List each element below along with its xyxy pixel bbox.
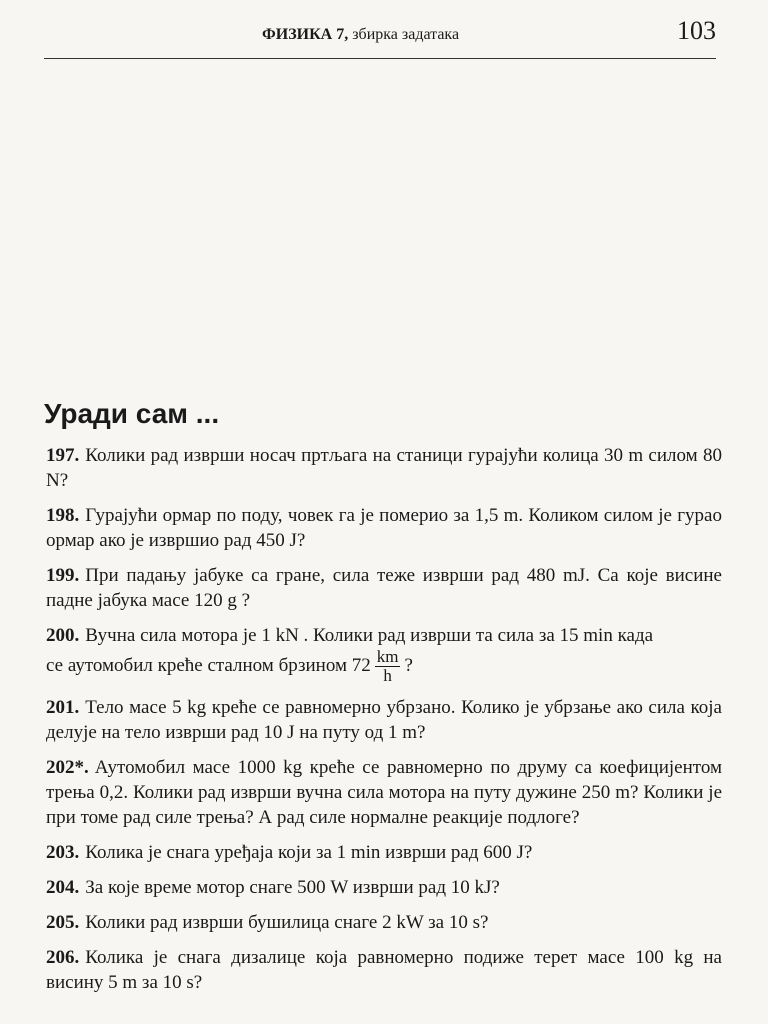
speed-unit-fraction bbox=[375, 648, 401, 685]
section-heading: Уради сам ... bbox=[44, 398, 220, 429]
problem-text: Гурајући ормар по поду, човек га је померио за 1,5 m. Коликом силом је гурао ормар ако је извршио рад 450 J? bbox=[46, 505, 722, 551]
problem-199 bbox=[46, 563, 722, 613]
problem-text: Аутомобил масе 1000 kg креће се равномерно по друму са коефицијентом трења 0,2. Колики рад изврши вучна сила мотора на путу дужине 250 m? Колики је при томе рад силе трења? А рад силе нормалне реакције подлоге? bbox=[46, 757, 722, 828]
problem-text: Колики рад изврши носач пртљага на станици гурајући колица 30 m силом 80 N? bbox=[46, 445, 722, 491]
fraction-denominator: h bbox=[383, 666, 392, 685]
problem-200 bbox=[46, 623, 722, 685]
problem-number: 197. bbox=[46, 445, 80, 466]
problem-number: 200. bbox=[46, 625, 80, 646]
book-title bbox=[262, 26, 459, 44]
problem-list bbox=[46, 443, 722, 1005]
problem-206 bbox=[46, 945, 722, 995]
problem-number: 205. bbox=[46, 912, 80, 933]
problem-text: При падању јабуке са гране, сила теже изврши рад 480 mJ. Са које висине падне јабука масе 120 g ? bbox=[46, 565, 722, 611]
problem-text: Колика је снага уређаја који за 1 min изврши рад 600 J? bbox=[85, 842, 533, 863]
problem-number: 201. bbox=[46, 697, 80, 718]
problem-text-continued: се аутомобил креће сталном брзином 72 bbox=[46, 654, 371, 676]
problem-number: 206. bbox=[46, 947, 80, 968]
book-title-main: ФИЗИКА 7, bbox=[262, 26, 349, 43]
fraction-numerator: km bbox=[376, 647, 399, 666]
page-header bbox=[44, 14, 716, 59]
problem-text: За које време мотор снаге 500 W изврши рад 10 kJ? bbox=[85, 877, 500, 898]
problem-text-end: ? bbox=[404, 654, 413, 676]
problem-number: 202*. bbox=[46, 757, 89, 778]
page-number: 103 bbox=[677, 16, 716, 45]
problem-number: 199. bbox=[46, 565, 80, 586]
problem-205 bbox=[46, 910, 722, 935]
problem-text: Тело масе 5 kg креће се равномерно убрзано. Колико је убрзање ако сила која делује на тело изврши рад 10 J на путу од 1 m? bbox=[46, 697, 722, 743]
problem-197 bbox=[46, 443, 722, 493]
problem-text: Колики рад изврши бушилица снаге 2 kW за 10 s? bbox=[85, 912, 489, 933]
problem-number: 203. bbox=[46, 842, 80, 863]
problem-202 bbox=[46, 755, 722, 830]
problem-number: 204. bbox=[46, 877, 80, 898]
problem-number: 198. bbox=[46, 505, 80, 526]
problem-text: Вучна сила мотора је 1 kN . Колики рад изврши та сила за 15 min када bbox=[85, 625, 654, 646]
book-title-sub: збирка задатака bbox=[352, 26, 460, 43]
problem-204 bbox=[46, 875, 722, 900]
problem-198 bbox=[46, 503, 722, 553]
problem-203 bbox=[46, 840, 722, 865]
problem-201 bbox=[46, 695, 722, 745]
problem-text: Колика је снага дизалице која равномерно подиже терет масе 100 kg на висину 5 m за 10 s? bbox=[46, 947, 722, 993]
